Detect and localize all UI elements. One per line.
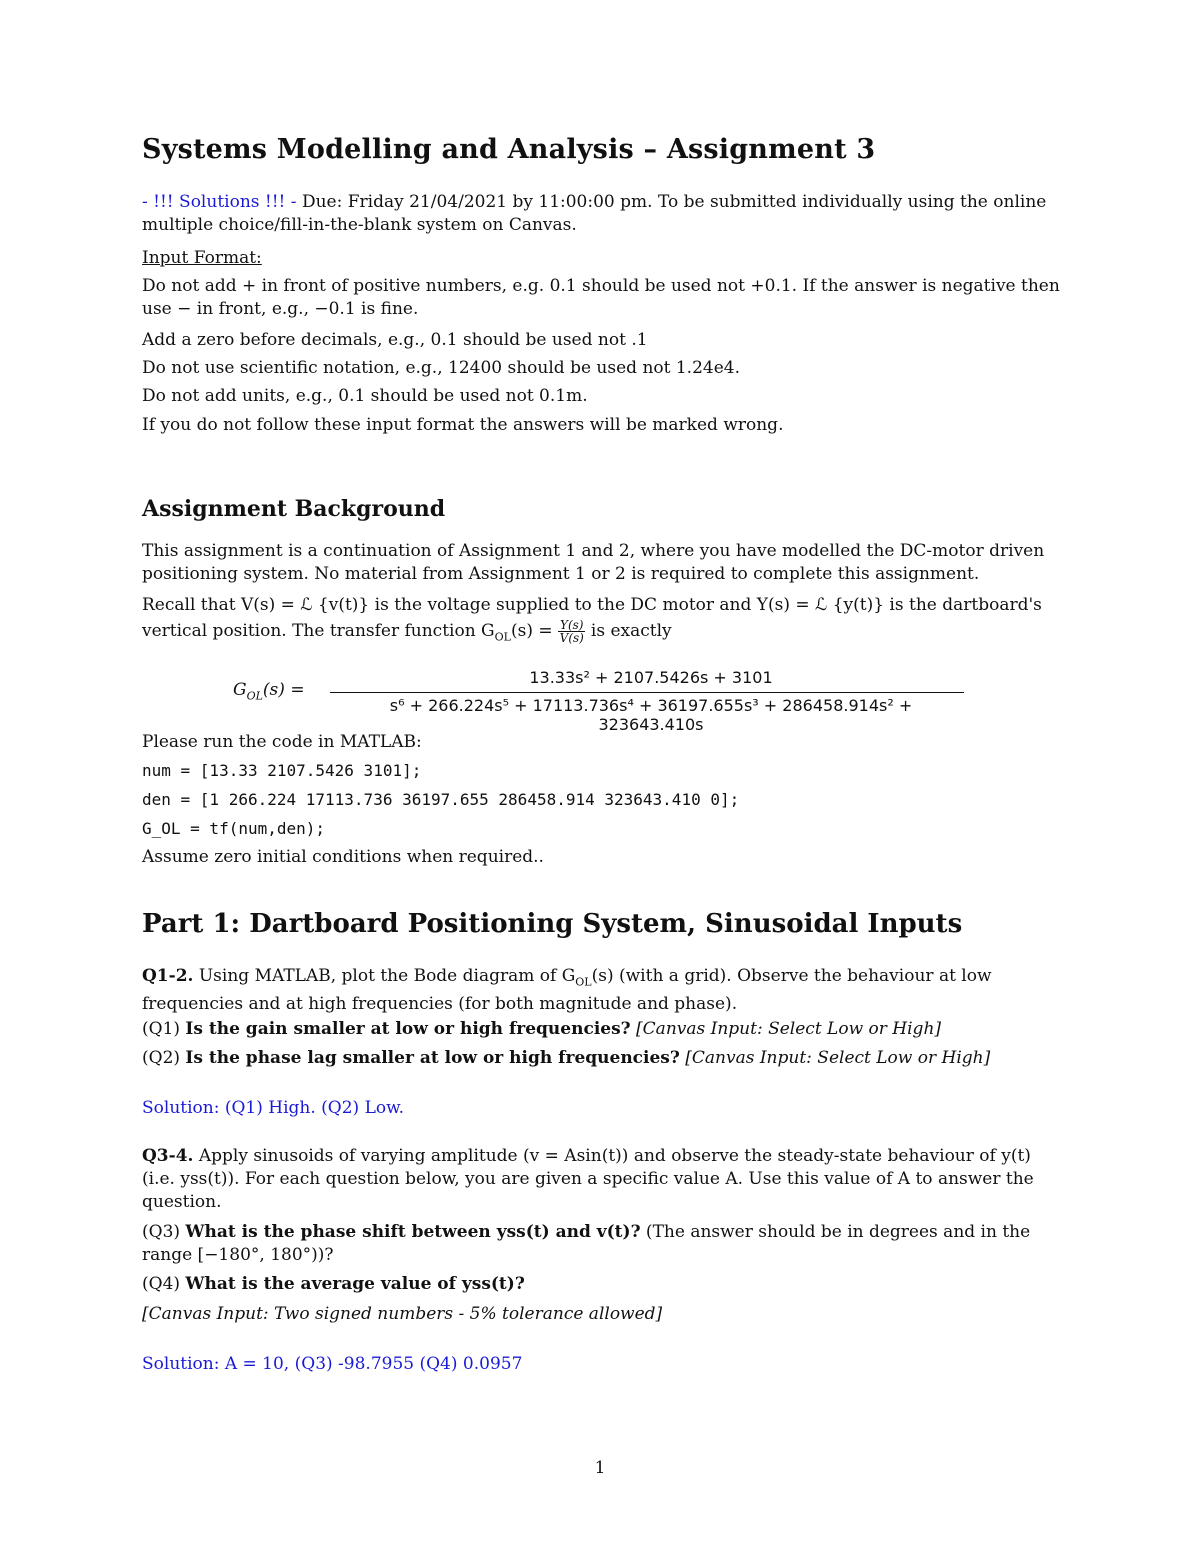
q12-text-line2: frequencies and at high frequencies (for both magnitude and phase). xyxy=(142,994,738,1015)
input-format-rule-1 xyxy=(142,275,1062,321)
q3-rest: (The answer should be in degrees and in the xyxy=(640,1222,1031,1242)
equation-lhs-tail: (s) = xyxy=(262,680,305,700)
p2-line2-pre: vertical position. The transfer function G xyxy=(142,621,495,641)
background-p2-line2 xyxy=(142,619,1072,648)
q2-prefix: (Q2) xyxy=(142,1048,186,1068)
input-format-heading: Input Format: xyxy=(142,248,262,268)
assume-line: Assume zero initial conditions when required.. xyxy=(142,847,544,867)
input-format-rule-4: Do not add units, e.g., 0.1 should be used not 0.1m. xyxy=(142,386,588,406)
solutions-tag: - !!! Solutions !!! - xyxy=(142,192,297,212)
p2-line2-post: is exactly xyxy=(585,621,672,641)
q34-label: Q3-4. xyxy=(142,1146,194,1166)
question-q4 xyxy=(142,1273,525,1296)
intro-paragraph xyxy=(142,191,1062,237)
run-code-line: Please run the code in MATLAB: xyxy=(142,732,422,752)
page-number: 1 xyxy=(594,1458,606,1478)
due-text-line2: multiple choice/fill-in-the-blank system on Canvas. xyxy=(142,215,577,235)
q12-text-sub: OL xyxy=(575,975,592,989)
transfer-fraction xyxy=(558,619,585,644)
q12-text-line1-post: (s) (with a grid). Observe the behaviour at low xyxy=(591,966,992,986)
q34-canvas-input: [Canvas Input: Two signed numbers - 5% tolerance allowed] xyxy=(142,1304,663,1324)
q4-text: What is the average value of yss(t)? xyxy=(185,1274,525,1294)
q12-paragraph xyxy=(142,965,1072,1016)
rule-1-line-1: Do not add + in front of positive numbers, e.g. 0.1 should be used not +0.1. If the answer is negative then xyxy=(142,276,1060,296)
p2-line2-sub: OL xyxy=(494,630,511,644)
q1-canvas-input: [Canvas Input: Select Low or High] xyxy=(630,1019,942,1039)
q1-prefix: (Q1) xyxy=(142,1019,186,1039)
fraction-numerator: Y(s) xyxy=(560,618,584,632)
part1-heading: Part 1: Dartboard Positioning System, Sinusoidal Inputs xyxy=(142,909,963,939)
page-title: Systems Modelling and Analysis – Assignment 3 xyxy=(142,134,876,165)
q12-text-line1: Using MATLAB, plot the Bode diagram of G xyxy=(193,966,576,986)
question-q2 xyxy=(142,1047,990,1070)
background-paragraph-2 xyxy=(142,594,1072,648)
q34-solution: Solution: A = 10, (Q3) -98.7955 (Q4) 0.0957 xyxy=(142,1354,523,1374)
q2-canvas-input: [Canvas Input: Select Low or High] xyxy=(679,1048,991,1068)
q34-line2: (i.e. yss(t)). For each question below, you are given a specific value A. Use this value of A to answer the xyxy=(142,1169,1034,1189)
q3-prefix: (Q3) xyxy=(142,1222,186,1242)
question-q3 xyxy=(142,1221,1072,1267)
fraction-denominator: V(s) xyxy=(559,631,584,645)
due-text-line1: Due: Friday 21/04/2021 by 11:00:00 pm. To be submitted individually using the online xyxy=(296,192,1047,212)
equation-fraction-bar xyxy=(330,692,964,693)
question-q1 xyxy=(142,1018,941,1041)
q12-label: Q1-2. xyxy=(142,966,194,986)
code-line-2: den = [1 266.224 17113.736 36197.655 286458.914 323643.410 0]; xyxy=(142,790,740,809)
code-line-1: num = [13.33 2107.5426 3101]; xyxy=(142,761,422,780)
background-p1-line2: positioning system. No material from Assignment 1 or 2 is required to complete this assignment. xyxy=(142,564,980,584)
background-paragraph-1 xyxy=(142,540,1062,586)
q3-text: What is the phase shift between yss(t) and v(t)? xyxy=(185,1222,641,1242)
equation-lhs-sub: OL xyxy=(246,689,263,703)
background-p1-line1: This assignment is a continuation of Assignment 1 and 2, where you have modelled the DC-motor driven xyxy=(142,541,1045,561)
p2-line2-mid: (s) = xyxy=(510,621,559,641)
input-format-rule-2: Add a zero before decimals, e.g., 0.1 should be used not .1 xyxy=(142,330,648,350)
background-p2-line1: Recall that V(s) = ℒ {v(t)} is the voltage supplied to the DC motor and Y(s) = ℒ {y(t)} is the dartboard's xyxy=(142,595,1042,615)
equation-lhs-g: G xyxy=(233,680,247,700)
q34-line3: question. xyxy=(142,1192,222,1212)
equation-lhs xyxy=(233,680,305,702)
input-format-rule-3: Do not use scientific notation, e.g., 12400 should be used not 1.24e4. xyxy=(142,358,740,378)
input-format-rule-5: If you do not follow these input format the answers will be marked wrong. xyxy=(142,415,784,435)
q4-prefix: (Q4) xyxy=(142,1274,186,1294)
q12-solution: Solution: (Q1) High. (Q2) Low. xyxy=(142,1098,405,1118)
q34-line1: Apply sinusoids of varying amplitude (v = Asin(t)) and observe the steady-state behaviour of y(t) xyxy=(193,1146,1031,1166)
rule-1-line-2: use − in front, e.g., −0.1 is fine. xyxy=(142,299,419,319)
q34-paragraph xyxy=(142,1145,1072,1214)
q2-text: Is the phase lag smaller at low or high frequencies? xyxy=(185,1048,680,1068)
equation-numerator: 13.33s² + 2107.5426s + 3101 xyxy=(529,668,773,687)
equation-denominator: s⁶ + 266.224s⁵ + 17113.736s⁴ + 36197.655s³ + 286458.914s² + 323643.410s xyxy=(389,696,913,734)
code-line-3: G_OL = tf(num,den); xyxy=(142,819,326,838)
q1-text: Is the gain smaller at low or high frequencies? xyxy=(185,1019,631,1039)
q3-line2: range [−180°, 180°))? xyxy=(142,1245,334,1265)
background-heading: Assignment Background xyxy=(142,496,446,522)
